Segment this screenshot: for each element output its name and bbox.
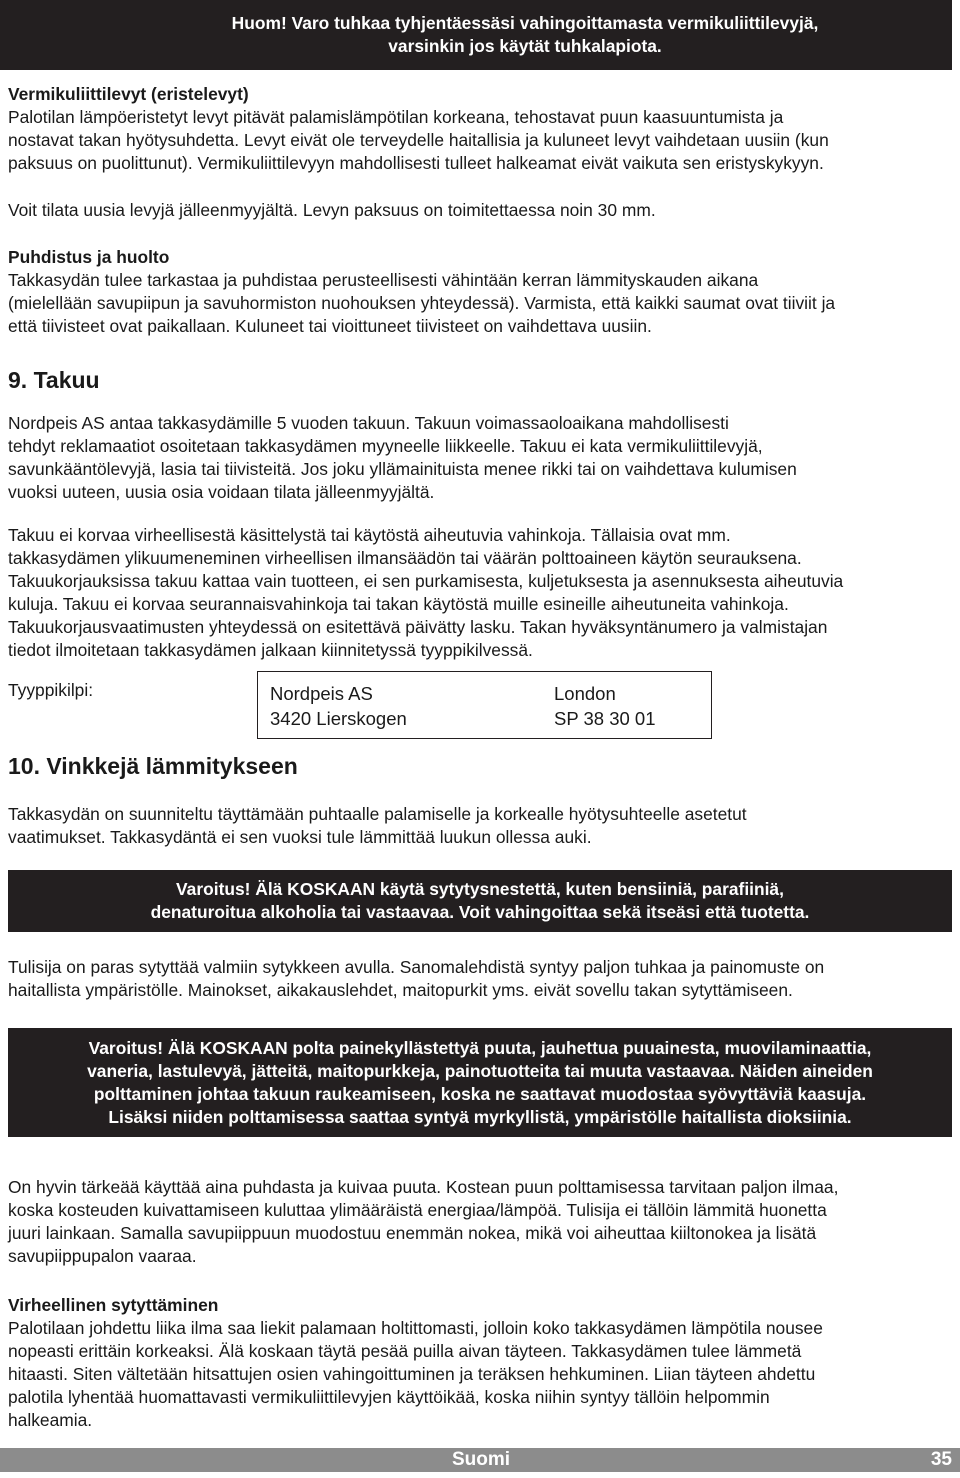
treated-wood-warning-line-2: vaneria, lastulevyä, jätteitä, maitopurkkeja, painotuotteita tai muuta vastaavaa. Näiden aineiden [87,1060,873,1081]
ash-warning-banner [0,0,952,70]
type-plate-company: Nordpeis AS [270,683,373,704]
warranty-p1-line-4: vuoksi uuteen, uusia osia voidaan tilata jälleenmyyjältä. [8,482,435,502]
tips-heading: 10. Vinkkejä lämmitykseen [8,753,298,779]
tips-intro-line-1: Takkasydän on suunniteltu täyttämään puhtaalle palamiselle ja korkealle hyötysuhteelle asetetut [8,804,747,824]
warranty-p1-line-2: tehdyt reklamaatiot osoitetaan takkasydämen myyneelle liikkeelle. Takuu ei kata vermikuliittilevyjä, [8,436,763,456]
wrong-ignition-line-4: palotila lyhentää huomattavasti vermikuliittilevyjen käyttöikää, koska niihin syntyy tällöin helpommin [8,1387,770,1407]
vermiculite-order-text: Voit tilata uusia levyjä jälleenmyyjältä. Levyn paksuus on toimitettaessa noin 30 mm. [8,200,656,220]
type-plate-box [257,671,712,739]
warranty-p2-line-6: tiedot ilmoitetaan takkasydämen jalkaan kiinnitetyssä tyyppikilvessä. [8,640,533,660]
warranty-p1-line-1: Nordpeis AS antaa takkasydämille 5 vuoden takuun. Takuun voimassaoloaikana mahdollisesti [8,413,729,433]
wrong-ignition-heading: Virheellinen sytyttäminen [8,1295,219,1315]
page-footer [0,1448,960,1472]
vermiculite-order-note [8,199,952,222]
warranty-p2-line-2: takkasydämen ylikuumeneminen virheellisen ilmansäädön tai väärän polttoaineen käytön seurauksena. [8,548,802,568]
vermiculite-line-1: Palotilan lämpöeristetyt levyt pitävät palamislämpötilan korkeana, tehostavat puun kaasuuntumista ja [8,107,784,127]
wrong-ignition-section [8,1294,952,1432]
ignition-warning-line-2: denaturoitua alkoholia tai vastaavaa. Voit vahingoittaa sekä itseäsi että tuotetta. [150,902,810,922]
kindling-line-2: haitallista ympäristölle. Mainokset, aikakauslehdet, maitopurkit yms. eivät sovellu takan sytyttämiseen. [8,980,793,1000]
ash-warning-line-1: Huom! Varo tuhkaa tyhjentäessäsi vahingoittamasta vermikuliittilevyjä, [231,13,819,33]
ignition-fluid-warning [8,870,952,932]
cleaning-heading: Puhdistus ja huolto [8,247,170,267]
dry-wood-paragraph [8,1176,952,1268]
tips-intro-line-2: vaatimukset. Takkasydäntä ei sen vuoksi tule lämmittää luukun ollessa auki. [8,827,592,847]
warranty-p2-line-1: Takuu ei korvaa virheellisestä käsittelystä tai käytöstä aiheutuvia vahinkoja. Tällaisia ovat mm. [8,525,731,545]
kindling-line-1: Tulisija on paras sytyttää valmiin sytykkeen avulla. Sanomalehdistä syntyy paljon tuhkaa ja painomuste on [8,957,825,977]
treated-wood-warning-line-3: polttaminen johtaa takuun raukeamiseen, koska ne saattavat muodostaa syövyttäviä kaasuja. [93,1083,867,1104]
cleaning-line-1: Takkasydän tulee tarkastaa ja puhdistaa perusteellisesti vähintään kerran lämmityskauden aikana [8,270,759,290]
vermiculite-line-2: nostavat takan hyötysuhdetta. Levyt eivät ole terveydelle haitallisia ja kuluneet levyt vaihdetaan uusiin (kun [8,130,829,150]
treated-wood-warning [8,1028,952,1137]
type-plate-label: Tyyppikilpi: [8,680,94,700]
type-plate-address: 3420 Lierskogen [270,708,407,729]
page-number: 35 [930,1449,952,1470]
wrong-ignition-line-3: hitaasti. Siten vältetään hitsattujen osien vahingoittuminen ja teräksen hehkuminen. Liian täyteen ahdettu [8,1364,816,1384]
wrong-ignition-line-2: nopeasti erittäin korkeaksi. Älä koskaan täytä pesää puilla aivan täyteen. Takkasydämen tulee lämmetä [8,1341,802,1361]
vermiculite-line-3: paksuus on puolittunut). Vermikuliittilevyyn mahdollisesti tulleet halkeamat eivät vaikuta sen eristyskykyyn. [8,153,824,173]
warranty-paragraph-2 [8,524,952,662]
dry-wood-line-1: On hyvin tärkeää käyttää aina puhdasta ja kuivaa puuta. Kostean puun polttamisessa tarvitaan paljon ilmaa, [8,1177,839,1197]
wrong-ignition-line-5: halkeamia. [8,1410,93,1430]
treated-wood-warning-line-4: Lisäksi niiden polttamisessa saattaa syntyä myrkyllistä, ympäristölle haitallista dioksiinia. [108,1106,852,1127]
warranty-p2-line-3: Takuukorjauksissa takuu kattaa vain tuotteen, ei sen purkamisesta, kuljetuksesta ja asennuksesta aiheutuvia [8,571,844,591]
warranty-p2-line-5: Takuukorjausvaatimusten yhteydessä on esitettävä päivätty lasku. Takan hyväksyntänumero ja valmistajan [8,617,828,637]
ash-warning-line-2: varsinkin jos käytät tuhkalapiota. [388,36,662,56]
vermiculite-heading: Vermikuliittilevyt (eristelevyt) [8,84,249,104]
kindling-paragraph [8,956,952,1002]
ignition-warning-line-1: Varoitus! Älä KOSKAAN käytä sytytysnestettä, kuten bensiiniä, parafiiniä, [176,879,784,899]
cleaning-section [8,246,952,338]
vermiculite-section [8,83,952,175]
cleaning-line-3: että tiivisteet ovat paikallaan. Kuluneet tai vioittuneet tiivisteet on vaihdettava uusiin. [8,316,652,336]
warranty-heading: 9. Takuu [8,367,100,393]
type-plate-code: SP 38 30 01 [554,708,656,729]
dry-wood-line-2: koska kosteuden kuivattamiseen kuluttaa ylimääräistä energiaa/lämpöä. Tulisija ei tällöin lämmitä huonetta [8,1200,827,1220]
treated-wood-warning-line-1: Varoitus! Älä KOSKAAN polta painekyllästettyä puuta, jauhettua puuainesta, muovilaminaattia, [88,1037,872,1058]
footer-language: Suomi [452,1449,511,1470]
warranty-paragraph-1 [8,412,952,504]
cleaning-line-2: (mielellään savupiipun ja savuhormiston nuohouksen yhteydessä). Varmista, että kaikki saumat ovat tiiviit ja [8,293,836,313]
warranty-p2-line-4: kuluja. Takuu ei korvaa seurannaisvahinkoja tai takan käytöstä muille esineille aiheutuneita vahinkoja. [8,594,789,614]
dry-wood-line-4: savupiippupalon vaaraa. [8,1246,197,1266]
type-plate-city: London [554,683,616,704]
warranty-p1-line-3: savunkääntölevyjä, lasia tai tiivisteitä. Jos joku yllämainituista menee rikki tai on vaihdettava kulumisen [8,459,797,479]
tips-intro [8,803,952,849]
dry-wood-line-3: juuri lainkaan. Samalla savupiippuun muodostuu enemmän nokea, mikä voi aiheuttaa kiiltonokea ja lisätä [8,1223,817,1243]
wrong-ignition-line-1: Palotilaan johdettu liika ilma saa liekit palamaan holtittomasti, jolloin koko takkasydämen lämpötila nousee [8,1318,823,1338]
